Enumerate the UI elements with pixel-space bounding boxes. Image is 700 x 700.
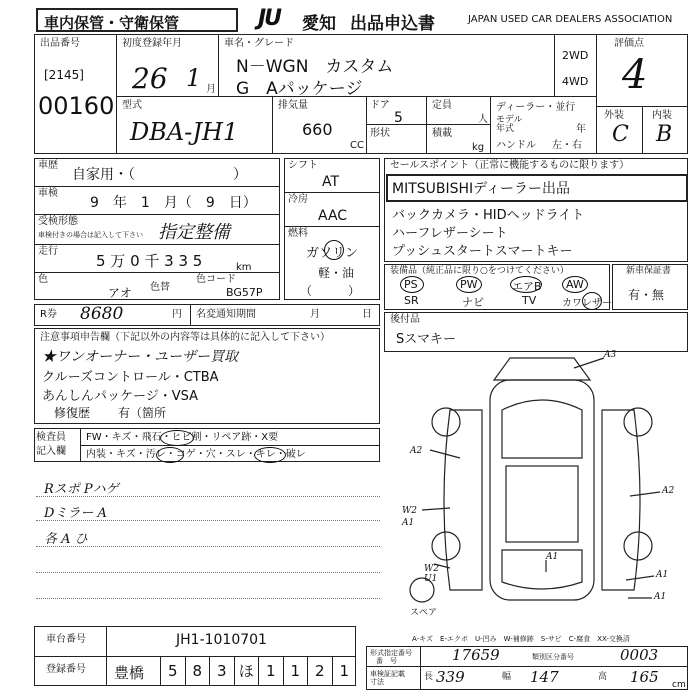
mark-a1-right-front: A1: [656, 570, 669, 580]
lot-bracket: [2145]: [44, 68, 84, 82]
interior-label: 内装: [652, 110, 672, 121]
grade-label: 評価点: [614, 38, 644, 49]
tax-notice-label: 名変通知期間: [196, 309, 256, 320]
drive-2wd: 2WD: [562, 49, 589, 62]
registration-month: 1: [186, 64, 202, 92]
warranty-label: 新車保証書: [626, 266, 672, 276]
front-bumper-outline: [494, 358, 590, 380]
recycle-value: 8680: [80, 304, 124, 324]
sales-point-3: ハーフレザーシート: [392, 226, 508, 241]
aftermarket-value: Sスマキー: [396, 332, 456, 347]
equip-pw-circle: [456, 276, 482, 293]
equip-pw: PW: [460, 278, 478, 291]
inspection-label: 車検: [38, 188, 58, 199]
handwritten-note-1: Rスポ Pハゲ: [44, 482, 119, 497]
plate-char: 1: [258, 656, 283, 686]
inspector-row1: FW・キズ・飛石・ヒビ割・リペア跡・X要: [86, 432, 279, 443]
notes-line3: あんしんパッケージ・VSA: [42, 389, 199, 404]
recycle-unit: 円: [172, 309, 182, 320]
equip-leather: カワレザー: [562, 298, 612, 309]
exterior-label: 外装: [604, 110, 624, 121]
car-name-line2: G Aパッケージ: [236, 79, 363, 99]
aircon-value: AAC: [318, 208, 348, 224]
dealer-label: ディーラー・並行: [496, 102, 576, 113]
tax-notice-month: 月: [310, 309, 320, 320]
capacity-unit: 人: [478, 114, 488, 125]
grade-score: 4: [622, 52, 648, 98]
rear-window-outline: [502, 550, 582, 589]
handle-options: 左・右: [552, 140, 582, 151]
dims-length: 339: [436, 668, 465, 686]
notes-label: 注意事項申告欄（下記以外の内容等は具体的に記入して下さい）: [40, 332, 330, 343]
mileage-value: 5 万 0 千 3 3 5: [96, 252, 203, 270]
dims-height: 165: [630, 668, 659, 686]
handwritten-note-2: Dミラー A: [44, 506, 107, 521]
ju-logo: JU: [258, 6, 281, 31]
left-side-outline: [444, 410, 482, 590]
registration-label: 初度登録年月: [122, 38, 182, 49]
warranty-value: 有・無: [628, 288, 665, 302]
roof-outline: [506, 466, 578, 542]
repair-label: 修復歴: [54, 406, 91, 420]
dims-height-label: 高: [598, 672, 608, 682]
mark-u1: U1: [424, 574, 438, 584]
equip-airbag-circle: [510, 276, 542, 293]
color-code: BG57P: [226, 286, 263, 299]
color-code-label: 色コード: [196, 274, 236, 285]
sales-point-2: バックカメラ・HIDヘッドライト: [392, 208, 585, 223]
inspector-dirt-circle: [156, 447, 184, 463]
plate-city: 豊橋: [114, 664, 145, 682]
mileage-label: 走行: [38, 246, 58, 257]
equip-leather-circle: [582, 292, 602, 310]
doors-value: 5: [394, 110, 403, 126]
aftermarket-label: 後付品: [390, 314, 420, 325]
plate-char: 2: [307, 656, 332, 686]
equip-airbag: エアB: [512, 280, 542, 293]
history-value: 自家用・（ ）: [72, 167, 247, 183]
color-value: アオ: [108, 286, 132, 300]
inspector-label-2: 記入欄: [36, 446, 66, 457]
dims-width-label: 幅: [502, 672, 512, 682]
wheel-front-left: [432, 408, 460, 436]
dims-label-2: 類別区分番号: [532, 653, 574, 661]
chassis-label: 車台番号: [46, 634, 86, 645]
form-title: 出品申込書: [350, 14, 435, 34]
mileage-unit: km: [236, 262, 252, 273]
model-year-unit: 年: [576, 124, 586, 135]
model-value: DBA-JH1: [130, 118, 239, 146]
plate-char: 8: [185, 656, 210, 686]
mark-a2-right: A2: [662, 486, 675, 496]
inspector-wear-circle: [254, 447, 286, 463]
mark-a1-right-rear: A1: [654, 592, 667, 602]
plate-number: [160, 656, 356, 686]
dims-label-1: 形式指定番号: [370, 649, 412, 657]
fuel-gasoline: ガソリン: [306, 246, 359, 261]
plate-char: 3: [209, 656, 234, 686]
repair-value: 有（箇所: [118, 406, 167, 420]
plate-char: 1: [283, 656, 308, 686]
dims-length-label: 長: [424, 672, 434, 682]
equip-tv: TV: [522, 294, 537, 307]
car-name-label: 車名・グレード: [224, 38, 294, 49]
storage-tag-text: 車内保管・守衛保管: [44, 14, 180, 32]
handwritten-note-3: 各 A ひ: [44, 532, 88, 547]
dims-value-1: 17659: [452, 646, 500, 664]
engine-label: 排気量: [278, 100, 308, 111]
dims-value-2: 0003: [620, 646, 659, 664]
handle-label: ハンドル: [496, 140, 536, 151]
mark-w2: W2: [402, 506, 417, 516]
mark-a3-top: A3: [604, 350, 617, 360]
inspector-label-1: 検査員: [36, 432, 66, 443]
mark-w2-rear: W2: [424, 564, 439, 574]
sales-point-1: MITSUBISHIディーラー出品: [392, 181, 571, 197]
car-name-line1: N－WGN カスタム: [236, 57, 394, 77]
shape-label: 形状: [370, 128, 390, 139]
plate-char: 5: [160, 656, 185, 686]
mark-a1-left: A1: [402, 518, 415, 528]
fuel-other: （ ）: [300, 284, 361, 298]
dims-label-3: 車検証記載 寸法: [370, 670, 405, 686]
fuel-label: 燃料: [288, 228, 308, 239]
brand-name: 愛知: [302, 14, 336, 34]
registration-year: 26: [132, 62, 168, 95]
right-side-outline: [602, 410, 640, 590]
lot-number: 00160: [38, 92, 115, 120]
equip-aw-circle: [562, 276, 588, 293]
fuel-diesel: 軽・油: [318, 266, 355, 280]
registration-month-unit: 月: [206, 84, 216, 95]
plate-label: 登録番号: [46, 664, 86, 675]
drive-4wd: 4WD: [562, 75, 589, 88]
tax-notice-day: 日: [362, 309, 372, 320]
inspection-value: 9 年 1 月（ 9 日）: [90, 195, 257, 211]
spare-label: スペア: [410, 608, 438, 618]
engine-value: 660: [302, 120, 333, 139]
notes-line2: クルーズコントロール・CTBA: [42, 370, 219, 385]
lot-label: 出品番号: [40, 38, 80, 49]
inspector-chip-circle: [160, 430, 194, 446]
equip-sr: SR: [404, 294, 419, 307]
color-label: 色: [38, 274, 48, 285]
shift-label: シフト: [288, 160, 318, 171]
receipt-label: 受検形態: [38, 216, 78, 227]
receipt-value: 指定整備: [158, 222, 230, 243]
model-label: 型式: [122, 100, 142, 111]
mark-a1-center: A1: [546, 552, 559, 562]
inspector-row2: 内装・キズ・汚レ・コゲ・穴・スレ・キレ・破レ: [86, 449, 306, 460]
load-label: 積載: [432, 128, 452, 139]
exterior-grade: C: [612, 122, 629, 147]
recycle-label: R券: [40, 309, 57, 320]
plate-char: 1: [332, 656, 357, 686]
load-unit: kg: [472, 142, 485, 153]
storage-tag: [36, 8, 238, 32]
aircon-label: 冷房: [288, 194, 308, 205]
equip-navi: ナビ: [462, 296, 484, 309]
receipt-note: 車検付きの場合は記入して下さい: [38, 231, 143, 239]
doors-label: ドア: [370, 100, 390, 111]
chassis-value: JH1-1010701: [176, 632, 267, 648]
repaint-label: 色替: [150, 282, 170, 293]
equip-ps: PS: [404, 278, 418, 291]
fuel-selected-circle: [324, 240, 344, 260]
car-damage-diagram: [390, 350, 690, 630]
dims-unit: cm: [672, 680, 686, 690]
engine-unit: CC: [350, 140, 364, 151]
interior-grade: B: [656, 122, 673, 147]
dims-width: 147: [530, 668, 559, 686]
model-year-label: モデル 年式: [496, 115, 523, 134]
wheel-front-right: [624, 408, 652, 436]
windshield-outline: [502, 400, 582, 458]
history-label: 車歴: [38, 160, 58, 171]
equip-ps-circle: [400, 276, 424, 293]
damage-legend: A-キズ E-エクボ U-凹み W-補修跡 S-サビ C-腐食 XX-交換済: [412, 635, 630, 643]
plate-char: ほ: [234, 656, 259, 686]
sales-points-label: セールスポイント（正常に機能するものに限ります）: [390, 160, 630, 171]
association-name: JAPAN USED CAR DEALERS ASSOCIATION: [468, 14, 673, 25]
equip-aw: AW: [566, 278, 584, 291]
dims-label-1b: 番 号: [376, 657, 397, 665]
sales-point-4: プッシュスタートスマートキー: [392, 244, 573, 259]
mark-a2-left: A2: [410, 446, 423, 456]
notes-line1: ★ワンオーナー・ユーザー買取: [42, 349, 238, 365]
capacity-label: 定員: [432, 100, 452, 111]
shift-value: AT: [322, 174, 340, 190]
equipment-label: 装備品（純正品に限り○をつけてください）: [390, 266, 569, 276]
